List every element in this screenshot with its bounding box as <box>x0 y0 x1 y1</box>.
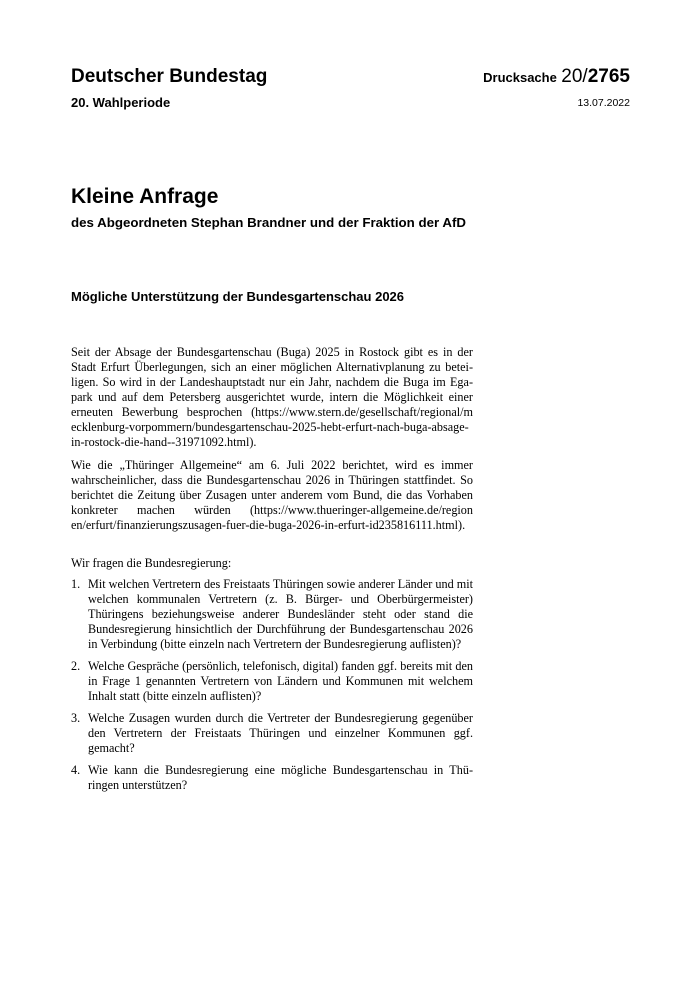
document-body <box>71 345 473 800</box>
question-item <box>71 711 473 756</box>
question-item <box>71 763 473 793</box>
document-date: 13.07.2022 <box>577 97 630 109</box>
question-item <box>71 659 473 704</box>
question-text: Welche Gespräche (persönlich, telefonisch, digital) fanden ggf. bereits mit den in Frage 1 genannten Vertretern von Ländern und Kommunen mit welchem Inhalt statt (bitte einzeln auflisten)? <box>88 659 473 703</box>
document-subject: Mögliche Unterstützung der Bundesgartenschau 2026 <box>71 289 405 304</box>
document-type: Kleine Anfrage <box>71 185 219 208</box>
drucksache-number <box>483 66 630 88</box>
question-number: 4. <box>71 763 81 777</box>
drucksache-label: Drucksache <box>483 70 557 85</box>
drucksache-prefix: 20/ <box>561 66 588 87</box>
body-paragraph: Wie die „Thüringer Allgemeine“ am 6. Juli 2022 berichtet, wird es immer wahrscheinlicher, dass die Bundesgartenschau 2026 in Thüringen stattfindet. So berichtet die Zeitung über Zusagen unter anderem vom Bund, die das Vorhaben konkreter machen würden (https://www.thueringer-allgemeine.de/region​en/erfurt/finanzierungszusagen-fuer-die-buga-2026-in-erfurt-id23581611​1.html). <box>71 458 473 532</box>
question-text: Mit welchen Vertretern des Freistaats Thüringen sowie anderer Länder und mit welchen kommunalen Vertretern (z. B. Bürger- und Oberbürgermeister) Thüringens beziehungsweise anderer Bundesländer steht oder stand die Bundesregierung hinsichtlich der Durchführung der Bundesgartenschau 2026 in Verbindung (bitte einzeln nach Vertretern der Bundesregierung auflisten)? <box>88 577 473 651</box>
legislative-period: 20. Wahlperiode <box>71 95 171 110</box>
body-paragraph: Seit der Absage der Bundesgartenschau (Buga) 2025 in Rostock gibt es in der Stadt Erfurt Überlegungen, sich an einer möglichen Alternativplanung zu beteiligen. So wird in der Landeshauptstadt nur ein Jahr, nachdem die Buga im Egapark und auf dem Petersberg ausgerichtet wurde, intern die Möglichkeit einer erneuten Bewerbung besprochen (https://www.stern.de/gesellschaft/regional/m​ecklenburg-vorpommern/bundesgartenschau-2025-hebt-erfurt-nach-buga-absag​e-in-rostock-die-hand--31971092.html). <box>71 345 473 449</box>
question-item <box>71 577 473 652</box>
question-number: 3. <box>71 711 81 725</box>
question-text: Welche Zusagen wurden durch die Vertreter der Bundesregierung gegenüber den Vertretern der Freistaats Thüringen und einzelner Kommunen ggf. gemacht? <box>88 711 473 755</box>
questions-intro: Wir fragen die Bundesregierung: <box>71 556 232 570</box>
question-list <box>71 577 473 793</box>
question-number: 1. <box>71 577 81 591</box>
institution-name: Deutscher Bundestag <box>71 66 268 87</box>
question-number: 2. <box>71 659 81 673</box>
document-author: des Abgeordneten Stephan Brandner und der Fraktion der AfD <box>71 215 467 230</box>
drucksache-id: 2765 <box>587 66 630 87</box>
question-text: Wie kann die Bundesregierung eine mögliche Bundesgartenschau in Thüringen unterstützen? <box>88 763 473 792</box>
